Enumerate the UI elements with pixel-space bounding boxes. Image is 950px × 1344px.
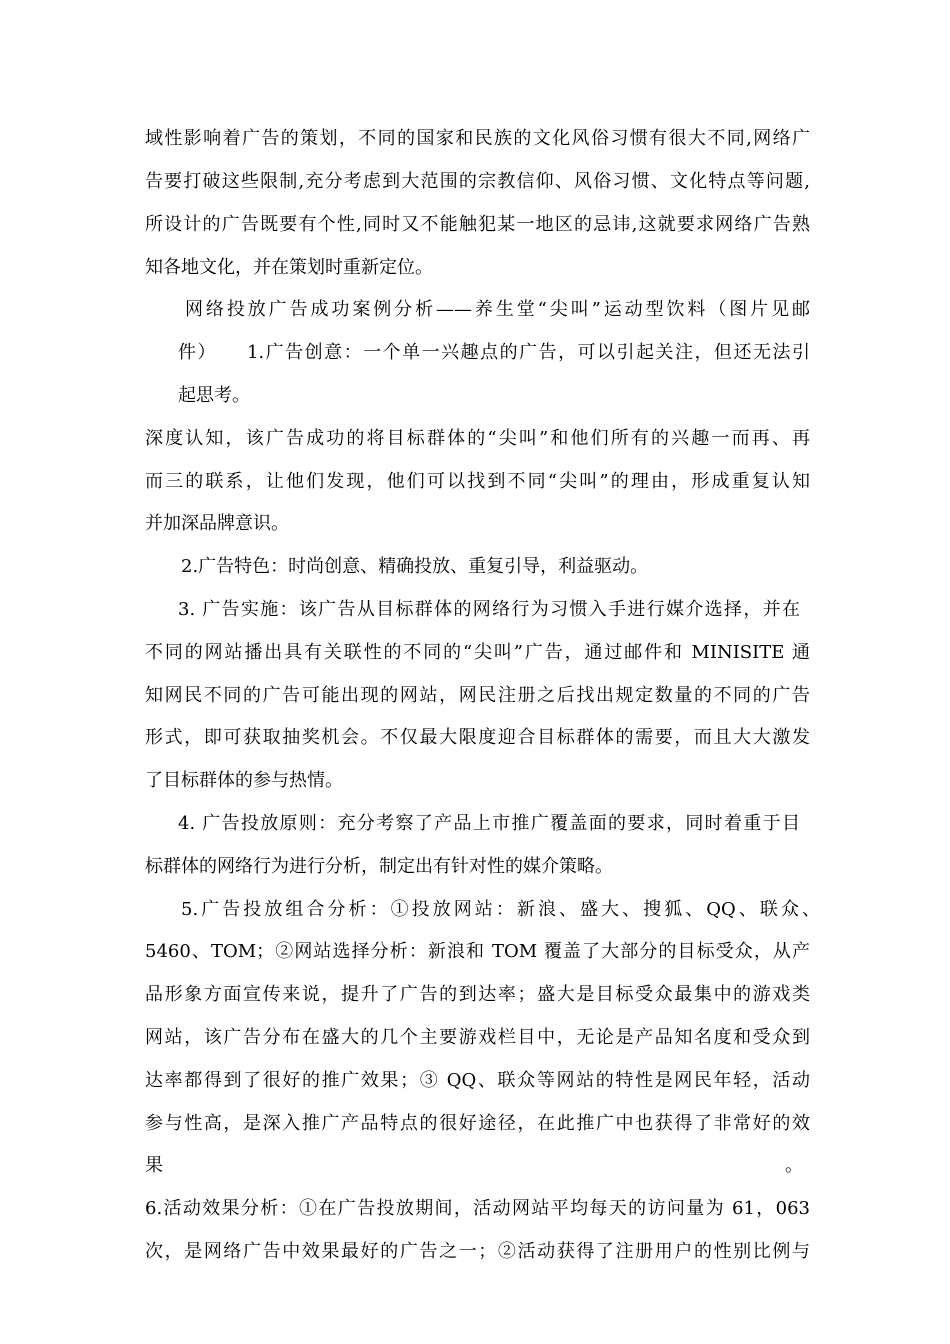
paragraph-line: 标群体的网络行为进行分析，制定出有针对性的媒介策略。 [145,856,613,877]
paragraph-line: 并加深品牌意识。 [145,513,289,534]
paragraph-line: 6.活动效果分析：①在广告投放期间，活动网站平均每天的访问量为 61，063 [145,1198,810,1219]
paragraph-line: 域性影响着广告的策划，不同的国家和民族的文化风俗习惯有很大不同,网络广 [145,128,810,149]
paragraph-line: 而三的联系，让他们发现，他们可以找到不同“尖叫”的理由，形成重复认知 [145,471,810,492]
paragraph-line: 5.广告投放组合分析：①投放网站：新浪、盛大、搜狐、QQ、联众、 [181,899,820,920]
paragraph-line: 果 [145,1155,163,1176]
paragraph-line: 2.广告特色：时尚创意、精确投放、重复引导，利益驱动。 [181,556,649,577]
paragraph-line: 深度认知，该广告成功的将目标群体的“尖叫”和他们所有的兴趣一而再、再 [145,428,810,449]
paragraph-line: 形式，即可获取抽奖机会。不仅最大限度迎合目标群体的需要，而且大大激发 [145,727,810,748]
paragraph-line: 达率都得到了很好的推广效果；③ QQ、联众等网站的特性是网民年轻，活动 [145,1070,810,1091]
paragraph-line: 网站，该广告分布在盛大的几个主要游戏栏目中，无论是产品知名度和受众到 [145,1027,810,1048]
paragraph-line: 了目标群体的参与热情。 [145,770,343,791]
paragraph-end-mark: 。 [785,1155,803,1176]
paragraph-line: 告要打破这些限制,充分考虑到大范围的宗教信仰、风俗习惯、文化特点等问题, [145,171,810,192]
paragraph-line: 次，是网络广告中效果最好的广告之一；②活动获得了注册用户的性别比例与 [145,1241,810,1262]
paragraph-line: 所设计的广告既要有个性,同时又不能触犯某一地区的忌讳,这就要求网络广告熟 [145,214,810,235]
paragraph-line: 知各地文化，并在策划时重新定位。 [145,257,433,278]
paragraph-line: 5460、TOM；②网站选择分析：新浪和 TOM 覆盖了大部分的目标受众，从产 [145,941,810,962]
section-heading-line: 网络投放广告成功案例分析——养生堂“尖叫”运动型饮料（图片见邮 [185,299,810,320]
paragraph-line: 件） 1.广告创意：一个单一兴趣点的广告，可以引起关注，但还无法引 [178,342,810,363]
paragraph-line: 不同的网站播出具有关联性的不同的“尖叫”广告，通过邮件和 MINISITE 通 [145,642,810,663]
paragraph-line: 起思考。 [178,385,250,406]
paragraph-line: 4. 广告投放原则：充分考察了产品上市推广覆盖面的要求，同时着重于目 [178,813,800,834]
paragraph-line: 参与性高，是深入推广产品特点的很好途径，在此推广中也获得了非常好的效 [145,1113,810,1134]
paragraph-line: 知网民不同的广告可能出现的网站，网民注册之后找出规定数量的不同的广告 [145,685,810,706]
paragraph-line: 品形象方面宣传来说，提升了广告的到达率；盛大是目标受众最集中的游戏类 [145,984,810,1005]
paragraph-line: 3. 广告实施：该广告从目标群体的网络行为习惯入手进行媒介选择，并在 [178,599,800,620]
